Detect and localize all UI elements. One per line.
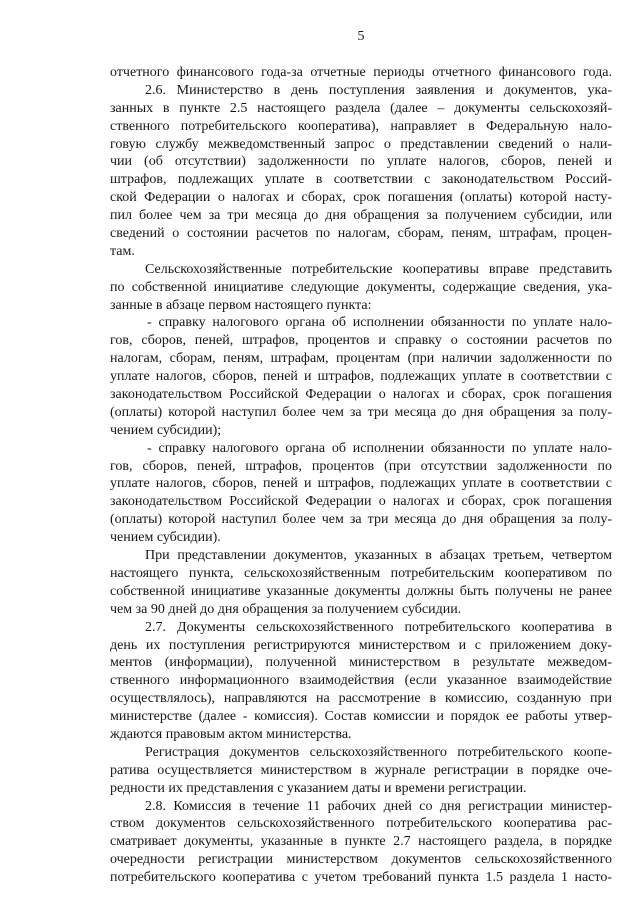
text-line: Сельскохозяйственные потребительские кооперативы вправе представить (145, 261, 612, 277)
text-line: ратива осуществляется министерством в журнале регистрации в порядке оче- (110, 762, 612, 778)
text-line: осуществлялось), направляются на рассмотрение в комиссию, созданную при (110, 691, 612, 707)
text-line: сведений о состоянии расчетов по налогам, сборам, пеням, штрафам, процен- (110, 226, 612, 242)
text-line: ственного потребительского кооператива), направляет в Федеральную нало- (110, 118, 612, 134)
text-line: налогам, сборам, пеням, штрафам, процентам (при наличии задолженности по (110, 351, 612, 367)
paragraph-submission-terms (110, 547, 612, 619)
text-line: ственного информационного взаимодействия (если указанное взаимодействие (110, 673, 612, 689)
text-line: сматривает документы, указанные в пункте 2.7 настоящего раздела, в порядке (110, 834, 612, 850)
document-body (110, 64, 612, 887)
text-line: уплате налогов, сборов, пеней и штрафов, подлежащих уплате в соответствии с (110, 476, 612, 492)
text-line: 2.6. Министерство в день поступления заявления и документов, ука- (145, 82, 612, 98)
text-line: чем за 90 дней до дня обращения за получением субсидии. (110, 601, 462, 617)
text-line: собственной инициативе указанные документы должны быть получены не ранее (110, 583, 612, 599)
text-line: гов, сборов, пеней, штрафов, процентов (при отсутствии задолженности по (110, 458, 612, 474)
text-line: пил более чем за три месяца до дня обращения за получением субсидии, или (110, 208, 612, 224)
text-line: говую службу межведомственный запрос о представлении сведений о нали- (110, 136, 612, 152)
text-line: При представлении документов, указанных в абзацах третьем, четвертом (145, 548, 612, 564)
text-line: (оплаты) которой наступил более чем за три месяца до дня обращения за полу- (110, 512, 612, 528)
text-line: Регистрация документов сельскохозяйственного потребительского коопе- (145, 744, 612, 760)
list-item-tax-certificate-no-debt (110, 440, 612, 547)
text-line: потребительского кооператива с учетом требований пункта 1.5 раздела 1 насто- (110, 870, 612, 886)
text-line: очередности регистрации министерством документов сельскохозяйственного (110, 852, 612, 868)
text-line: 2.8. Комиссия в течение 11 рабочих дней со дня регистрации министер- (145, 798, 612, 814)
paragraph-2-7 (110, 619, 612, 744)
text-line: чии (об отсутствии) задолженности по уплате налогов, сборов, пеней и (110, 154, 612, 170)
text-line: редности их представления с указанием даты и времени регистрации. (110, 780, 527, 796)
page-number: 5 (357, 29, 365, 44)
text-line: ждаются правовым актом министерства. (110, 726, 352, 742)
text-line: чением субсидии); (110, 422, 222, 438)
paragraph-continuation (110, 64, 612, 82)
text-line: министерстве (далее - комиссия). Состав комиссии и порядок ее работы утвер- (110, 709, 612, 725)
text-line: ством документов сельскохозяйственного потребительского кооператива рас- (110, 816, 612, 832)
paragraph-2-6 (110, 82, 612, 261)
text-line: ской Федерации о налогах и сборах, срок погашения (оплаты) которой насту- (110, 190, 612, 206)
text-line: уплате налогов, сборов, пеней и штрафов, подлежащих уплате в соответствии с (110, 369, 612, 385)
text-line: занных в пункте 2.5 настоящего раздела (далее – документы сельскохозяй- (110, 100, 612, 116)
text-line: - справку налогового органа об исполнении обязанности по уплате нало- (147, 315, 612, 331)
text-line: занные в абзаце первом настоящего пункта: (110, 297, 372, 313)
text-line: - справку налогового органа об исполнении обязанности по уплате нало- (147, 440, 612, 456)
paragraph-2-8 (110, 798, 612, 887)
paragraph-registration (110, 744, 612, 798)
text-line: гов, сборов, пеней, штрафов, процентов и справку о состоянии расчетов по (110, 333, 612, 349)
text-line: законодательством Российской Федерации о налогах и сборах, срок погашения (110, 387, 612, 403)
text-line: настоящего пункта, сельскохозяйственным потребительским кооперативом по (110, 565, 612, 581)
text-line: 2.7. Документы сельскохозяйственного потребительского кооператива в (145, 619, 612, 635)
text-line: штрафов, подлежащих уплате в соответствии с законодательством Россий- (110, 172, 612, 188)
paragraph-cooperatives-right (110, 261, 612, 315)
text-line: (оплаты) которой наступил более чем за три месяца до дня обращения за полу- (110, 404, 612, 420)
list-item-tax-certificate-debt (110, 314, 612, 439)
text-line: чением субсидии). (110, 530, 221, 546)
text-line: отчетного финансового года-за отчетные периоды отчетного финансового года. (110, 65, 612, 80)
text-line: ментов (информации), полученной министерством в результате межведом- (110, 655, 612, 671)
text-line: день их поступления регистрируются министерством и с приложением доку- (110, 637, 612, 653)
text-line: там. (110, 243, 135, 259)
text-line: по собственной инициативе следующие документы, содержащие сведения, ука- (110, 279, 612, 295)
text-line: законодательством Российской Федерации о налогах и сборах, срок погашения (110, 494, 612, 510)
